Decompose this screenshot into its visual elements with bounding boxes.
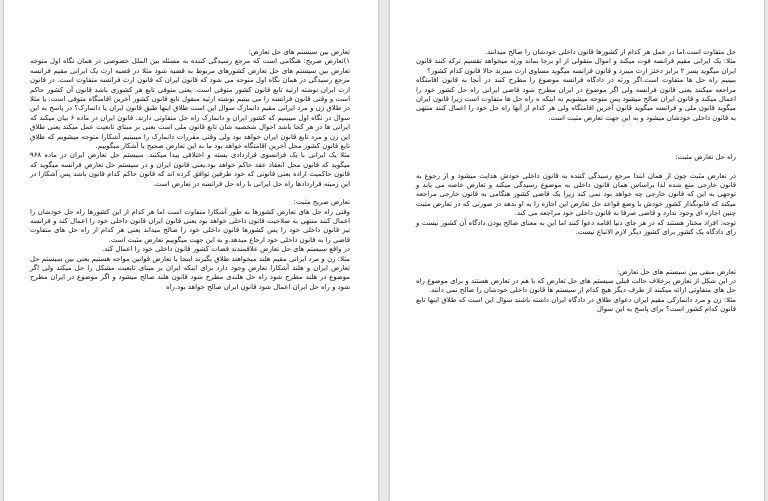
paragraph-gap xyxy=(30,189,350,198)
paragraph: در تعارض مثبت چون از همان ابتدا مرجع رسیدگی کننده به قانون داخلی خودش هدایت میشود و از رجوع به قانون خارجی منع شده لذا براساس همان قانون داخلی به موضوع رسیدگی میکند و تعارض خاصه می یابد و توجهی به این که قانون خارجی چه خواهد بود نمی کند زیرا یک قاضی کشور هنگامی به قانون خارجی مراجعه میکند که قانونگذار کشور خودش با وضع قواعد حل تعارض این اجازه را به او بدهد در صورتی که در تعارض مثبت چنین اجازه ای وجود ندارد و قاضی صرفا به قانون داخلی خود مراجعه می کند. xyxy=(416,171,736,218)
paragraph: مثلا: زن و مرد دانمارکی مقیم ایران دعوای طلاق در دادگاه ایران داشته باشند سوال این است که طلاق اینها تابع قانون کدام کشور است؟ برای پاسخ به این سوال xyxy=(416,295,736,314)
document-page-left xyxy=(4,0,378,501)
section-heading: راه حل تعارض مثبت: xyxy=(675,153,736,162)
paragraph: در واقع سیستم های حل تعارض علاقمندند قضات کشور قانون داخلی خود را اعمال کند. xyxy=(101,245,350,254)
paragraph-gap xyxy=(416,163,736,172)
paragraph: ۱)تعارض صریح: هنگامی است که مرجع رسیدگی کننده به مسئله بین الملل خصوصی در همان نگاه اول متوجه تعارض بین سیستم های حل تعارض کشورهای مربوط به قضیه شود مثلا در قضیه ارث یک ایرانی مقیم فرانسه مرجع رسیدگی در همان نگاه اول متوجه می شود که قانون ایران که قانون ارث فرانسه متفاوت است. در قانون ارث ایران نوشته ارثیه تابع قانون کشور متوفی است. یعنی متوفی تابع هر کشوری باشد قانون آن کشور حاکم است و وقتی قانون فرانسه را می بینیم نوشته ارثیه منقول تابع قانون کشور آخرین اقامتگاه متوفی است. یا مثلا در طلاق زن و مرد ایرانی مقیم دانمارک سوال این است طلاق اینها طبق قانون ایران یا دانمارک؟ در پاسخ به این سوال در نگاه اول میبینیم که کشور ایران و دانمارک راه حل متفاوتی دارند. قانون ایران در ماده ۶ بیان میکند که ایرانی ها در هر کجا باشد احوال شخصیه شان تابع قانون ملی است یعنی بر مبنای تابعیت عمل میکند یعنی طلاق این زن و مرد تابع قانون ایران خواهد بود ولی وقتی مقررات دانمارک را میبینیم آشکارا متوجه میشویم که طلاق تابع قانون کشور محل آخرین اقامتگاه خواهد بود ما به این تعارض صحیح یا آشکار میگوییم. xyxy=(30,57,350,151)
paragraph: مثلا یک ایرانی با یک فرانسوی قراردادی بسته و اختلافی پیدا میکنند. سیستم حل تعارض ایران در ماده ۹۶۸ میگوید که قانون محل انعقاد عقد حاکم خواهد بود.یعنی قانون ایران و در سیستم حل تعارض فرانسه میگوید که قانون حاکمیت اراده یعنی قانونی که خود طرفین توافق کرده اند که قانون حاکم کدام قانون باشد پس آشکارا در این زمینه قراردادها راه حل ایرانی با راه حل فرانسه در تعارض است. xyxy=(30,151,350,188)
section-heading: تعارض صریح مثبت: xyxy=(293,198,350,207)
paragraph-gap xyxy=(416,123,736,153)
section-heading: تعارض بین سیستم های حل تعارض: xyxy=(248,48,350,56)
paragraph: ببینیم راه حل ها متفاوت است.اگر ورثه در دادگاه فرانسه موضوع را مطرح کنند در آنجا به قانون اقامتگاه مراجعه میکنند یعنی قانون فرانسه ولی اگر موضوع در ایران مطرح شود قاضی ایرانی راه حل کشور خود را اعمال میکند و قانون ایران صالح میشود پس متوجه میشویم به اینکه ه راه حل ها متفاوت است زیرا قانون ایران میگوید قانون ملی و فرانسه میگوید قانون آخرین اقامتگاه ولی هر کدام از آنها راه حل خود را اعمال کنند منتهی به قانون داخلی خودشان میشود و به این جهت تعارض مثبت است. xyxy=(416,76,736,122)
page-content xyxy=(30,48,350,292)
document-page-right xyxy=(390,0,764,501)
paragraph: در این شکل از تعارض برخلاف حالت قبلی سیستم های حل تعارض که با هم در تعارض هستند و برای موضوع راه حل های متفاوتی ارائه میکنند از طرف دیگر هیچ کدام از سیستم ها قانون داخلی خودشان را صالح نمی دانند. xyxy=(416,276,736,295)
paragraph: وقتی راه حل های تعارض کشورها به طور آشکارا متفاوت است اما هر کدام از این کشورها راه حل خودشان را اعمال کنند منتهی به صلاحیت قانون داخلی خواهد بود یعنی قانون ایران قانون داخلی خود را اعمال کند و فرانسه نیز قانون داخلی خود را پس کشورها قانون داخلی خود را صالح میداند یعنی هر کدام از راه حل های متفاوت قاضی را به قانون داخلی خود ارجاع میدهد.و به این جهت میگوییم تعارض مثبت است. xyxy=(30,207,350,244)
section-heading: تعارض منفی بین سیستم های حل تعارض: xyxy=(617,267,736,276)
paragraph: مثلا: زن و مرد ایرانی مقیم هلند میخواهند طلاق بگیرند اینجا با تعارض قوانین مواجه هستیم یعنی بین سیستم حل تعارض ایران و هلند آشکارا تعارض وجود دارد برای اینکه ایران بر مبنای تابعیت مشکل را حل میکند ولی اگر موضوع در هلند مطرح شود راه حل هلندی مطرح شود قانون هلند صالح میشود و اگر موضوع در ایران مطرح شود و راه حل ایران اعمال شود قانون ایران صالح خواهد بود.راه xyxy=(30,254,350,291)
paragraph-gap xyxy=(416,238,736,268)
page-content xyxy=(416,48,736,315)
paragraph: حل متفاوت است.اما در عمل هر کدام از کشورها قانون داخلی خودشان را صالح میدانند. xyxy=(484,48,736,56)
paragraph: مثلا: یک ایرانی مقیم فرانسه فوت میکند و اموال منقولی از او برجا بماند ورثه میخواهد تقسیم ترکه کنند قانون ایران میگوید پسر ۲ برابر دختر ارث میبرد و قانون فرانسه میگوید مساوی ارث میبرند حالا قانون کدام کشور؟ xyxy=(416,57,736,75)
paragraph: توجه: افراد مختار هستند که در هر جای دنیا اقامه دعوا کنند اما این به معنای صالح بودن دادگاه آن کشور نیست و رای دادگاه یک کشور برای کشور دیگر لازم الاتباع نیست. xyxy=(416,218,736,237)
